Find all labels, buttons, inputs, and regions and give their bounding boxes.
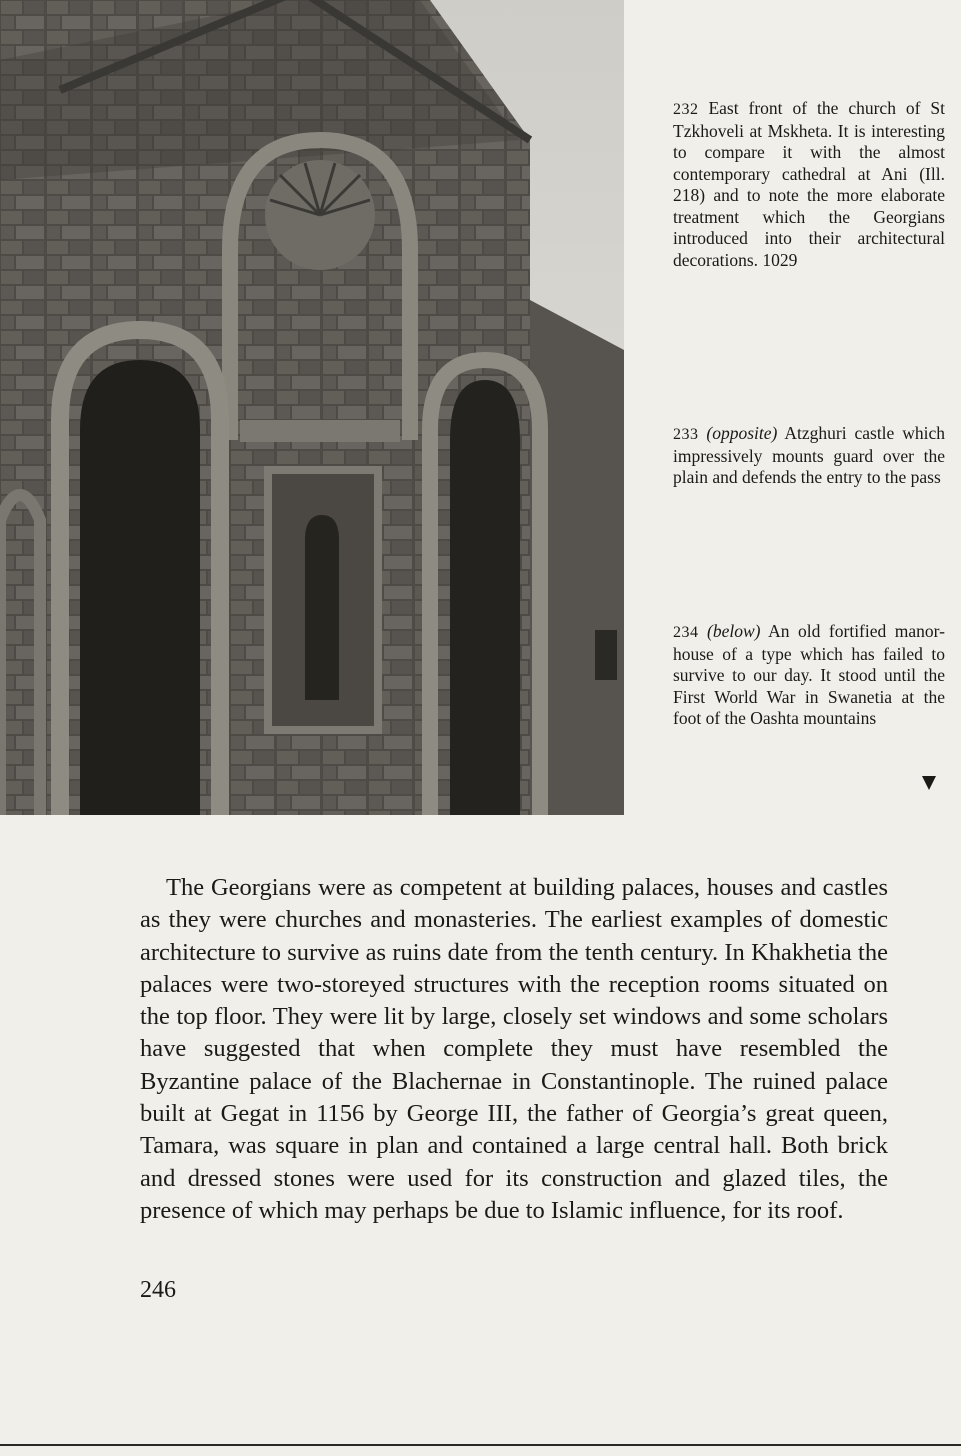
caption-text: Atzghuri castle which impressively mounts guard over the plain and defends the entry to the pass — [673, 423, 945, 487]
caption-233 — [673, 423, 945, 489]
caption-number: 234 — [673, 624, 699, 641]
caption-number: 232 — [673, 101, 699, 118]
caption-text: An old fortified manor-house of a type which has failed to survive to our day. It stood until the First World War in Swanetia at the foot of the Oashta mountains — [673, 621, 945, 728]
church-photo-icon — [0, 0, 624, 815]
caption-232 — [673, 98, 945, 271]
caption-number: 233 — [673, 426, 699, 443]
caption-italic-prefix: (opposite) — [706, 423, 778, 443]
caption-italic-prefix: (below) — [707, 621, 761, 641]
page-number: 246 — [140, 1277, 176, 1303]
church-photo — [0, 0, 624, 815]
body-paragraph: The Georgians were as competent at building palaces, houses and castles as they were churches and monasteries. The earliest examples of domestic architecture to survive as ruins date from the tenth century. In Khakhetia the palaces were two-storeyed structures with the reception rooms situated on the top floor. They were lit by large, closely set windows and some scholars have suggested that when complete they must have resembled the Byzantine palace of the Blachernae in Constantinople. The ruined palace built at Gegat in 1156 by George III, the father of Georgia’s great queen, Tamara, was square in plan and contained a large central hall. Both brick and dressed stones were used for its construction and glazed tiles, the presence of which may perhaps be due to Islamic influence, for its roof. — [140, 874, 888, 1224]
caption-234 — [673, 621, 945, 730]
arrow-down-icon — [922, 776, 936, 790]
caption-text: East front of the church of St Tzkhoveli at Mskheta. It is interesting to compare it with the almost contemporary cathedral at Ani (Ill. 218) and to note the more elaborate treatment which the Georgians introduced into their architectural decorations. 1029 — [673, 98, 946, 270]
footer-rule — [0, 1444, 961, 1446]
